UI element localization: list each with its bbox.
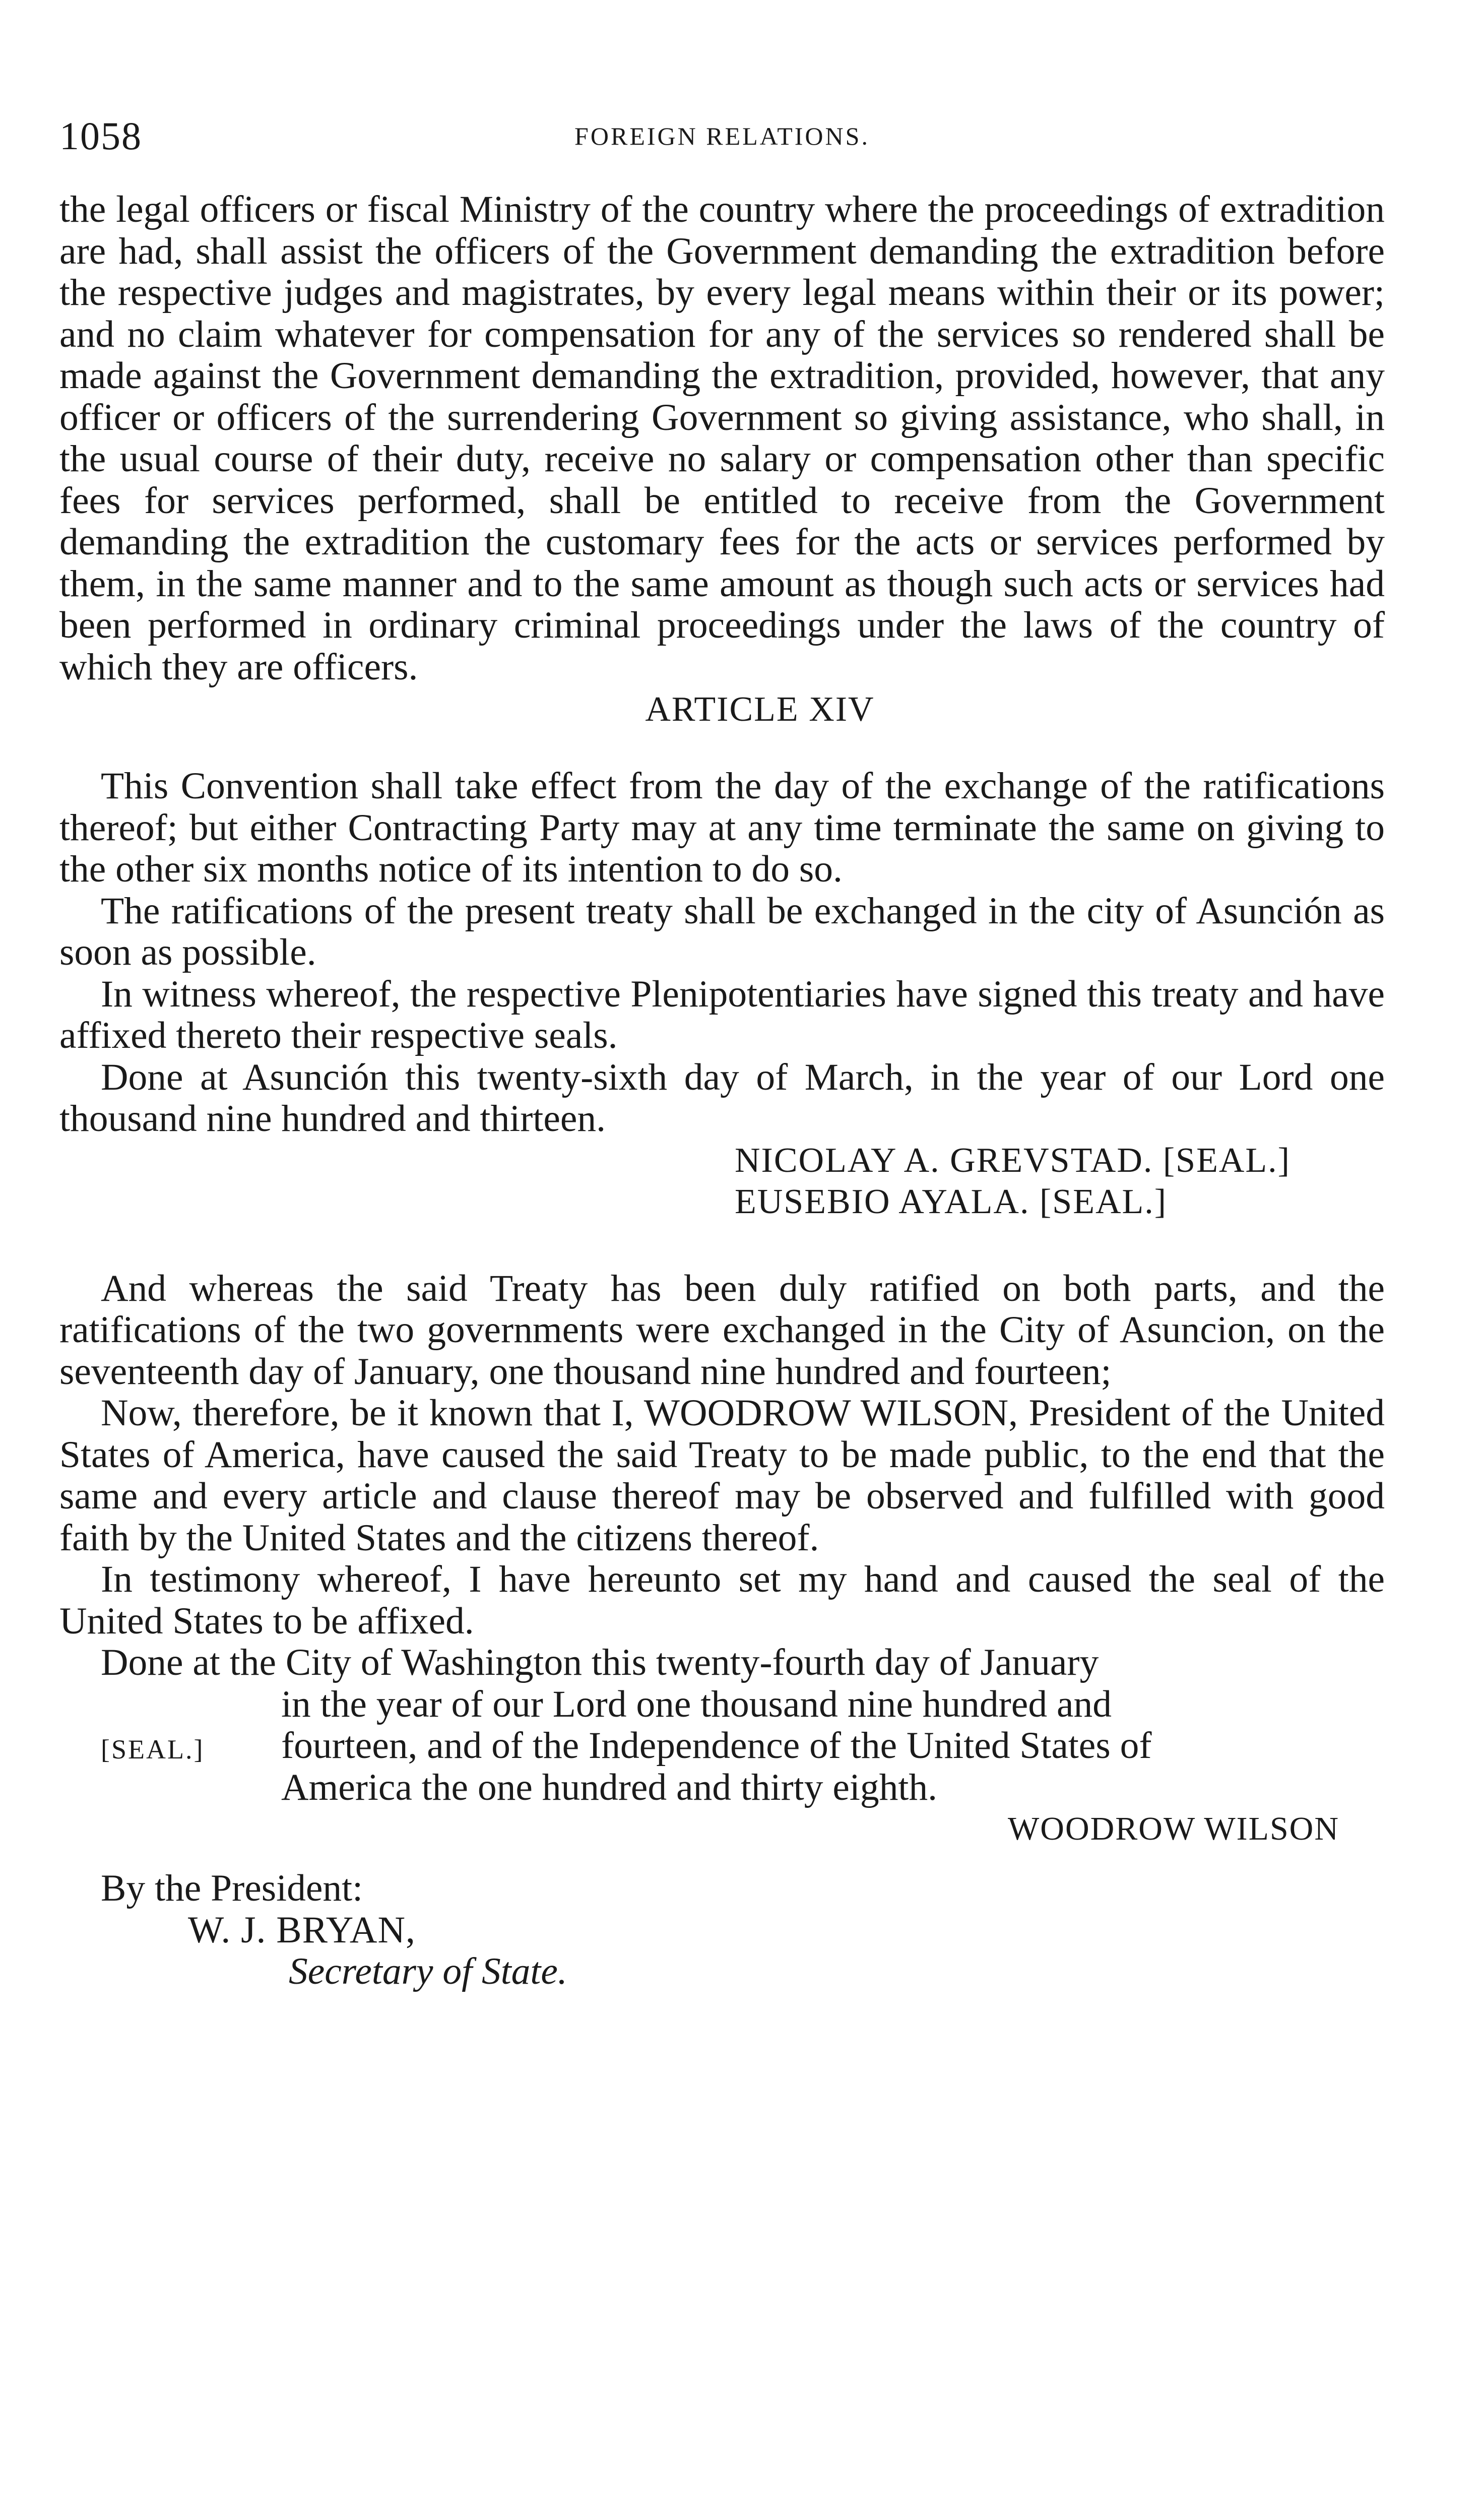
done-at-block — [59, 1642, 1385, 1808]
article-paragraph: This Convention shall take effect from the day of the exchange of the ratifications thereof; but either Contracting Party may at any time terminate the same on giving to the other six months notice of its intention to do so. — [59, 765, 1385, 890]
proclamation-paragraph: And whereas the said Treaty has been duly ratified on both parts, and the ratifications of the two governments were exchanged in the City of Asuncion, on the seventeenth day of January, one thousand nine hundred and fourteen; — [59, 1267, 1385, 1393]
done-at-line: America the one hundred and thirty eighth. — [281, 1766, 937, 1808]
signature-grevstad: NICOLAY A. GREVSTAD. [SEAL.] — [735, 1141, 1291, 1180]
running-head: FOREIGN RELATIONS. — [574, 122, 870, 150]
article-paragraph: Done at Asunción this twenty-sixth day of March, in the year of our Lord one thousand nine hundred and thirteen. — [59, 1056, 1385, 1140]
proclamation-paragraph: Now, therefore, be it known that I, WOODROW WILSON, President of the United States of America, have caused the said Treaty to be made public, to the end that the same and every article and clause thereof may be observed and fulfilled with good faith by the United States and the citizens thereof. — [59, 1392, 1385, 1559]
article-heading: ARTICLE XIV — [645, 690, 875, 729]
article-paragraph: In witness whereof, the respective Plenipotentiaries have signed this treaty and have affixed thereto their respective seals. — [59, 973, 1385, 1056]
section-gap — [59, 1223, 1385, 1268]
proclamation-paragraph: In testimony whereof, I have hereunto set my hand and caused the seal of the United States to be affixed. — [59, 1558, 1385, 1642]
page-header — [59, 113, 1385, 169]
continued-paragraph: the legal officers or fiscal Ministry of the country where the proceedings of extradition are had, shall assist the officers of the Government demanding the extradition before the respective judges and magistrates, by every legal means within their or its power; and no claim whatever for compensation for any of the services so rendered shall be made against the Government demanding the extradition, provided, however, that any officer or officers of the surrendering Government so giving assistance, who shall, in the usual course of their duty, receive no salary or compensation other than specific fees for services performed, shall be entitled to receive from the Government demanding the extradition the customary fees for the acts or services performed by them, in the same manner and to the same amount as though such acts or services had been performed in ordinary criminal proceedings under the laws of the country of which they are officers. — [59, 188, 1385, 688]
signature-ayala: EUSEBIO AYALA. [SEAL.] — [735, 1182, 1168, 1221]
done-at-line: in the year of our Lord one thousand nine hundred and — [281, 1683, 1112, 1725]
attesting-official-name: W. J. BRYAN, — [188, 1909, 416, 1951]
attesting-official-title: Secretary of State. — [289, 1950, 567, 1992]
article-paragraph: The ratifications of the present treaty shall be exchanged in the city of Asunción as soon as possible. — [59, 890, 1385, 973]
page-number: 1058 — [59, 114, 142, 158]
done-at-line: fourteen, and of the Independence of the United States of — [281, 1725, 1152, 1767]
done-at-first-line: Done at the City of Washington this twenty-fourth day of January — [101, 1642, 1099, 1683]
document-page — [59, 113, 1385, 1993]
seal-mark: [SEAL.] — [101, 1734, 205, 1765]
by-the-president: By the President: — [101, 1867, 363, 1909]
president-signature: WOODROW WILSON — [1008, 1810, 1339, 1847]
body-text — [59, 189, 1385, 1993]
